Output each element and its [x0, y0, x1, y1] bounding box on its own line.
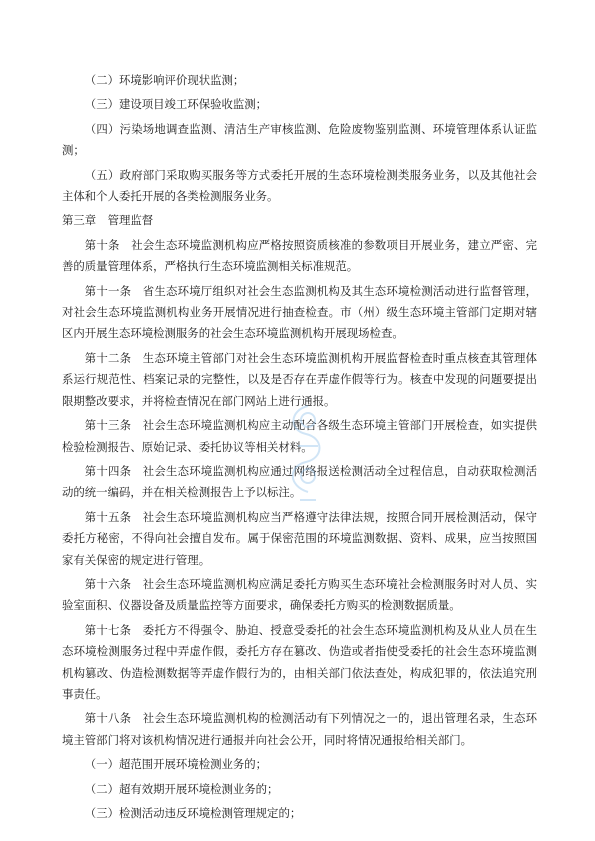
clause-item: （五）政府部门采取购买服务等方式委托开展的生态环境检测类服务业务，以及其他社会主体和个人委托开展的各类检测服务业务。: [62, 167, 537, 204]
article-paragraph: 第十七条 委托方不得强令、胁迫、授意受委托的社会生态环境监测机构及从业人员在生态环境检测服务过程中弄虚作假，委托方存在篡改、伪造或者指使受委托的社会生态环境监测机构篡改、伪造检测数据等弄虚作假行为的，由相关部门依法查处，构成犯罪的，依法追究刑事责任。: [62, 622, 537, 701]
article-paragraph: 第十三条 社会生态环境监测机构应主动配合各级生态环境主管部门开展检查，如实提供检验检测报告、原始记录、委托协议等相关材料。: [62, 418, 537, 454]
clause-item: （一）超范围开展环境检测业务的；: [84, 757, 268, 772]
chapter-heading: 第三章 管理监督: [62, 213, 154, 228]
clause-item: （四）污染场地调查监测、清洁生产审核监测、危险废物鉴别监测、环境管理体系认证监测；: [62, 121, 537, 158]
article-paragraph: 第十五条 社会生态环境监测机构应当严格遵守法律法规，按照合同开展检测活动，保守委托方秘密，不得向社会擅自发布。属于保密范围的环境监测数据、资料、成果，应当按照国家有关保密的规定进行管理。: [62, 509, 537, 567]
article-paragraph: 第十一条 省生态环境厅组织对社会生态监测机构及其生态环境检测活动进行监督管理，对社会生态环境监测机构业务开展情况进行抽查检查。市（州）级生态环境主管部门定期对辖区内开展生态环境检测服务的社会生态环境监测机构开展现场检查。: [62, 283, 537, 341]
article-paragraph: 第十六条 社会生态环境监测机构应满足委托方购买生态环境社会检测服务时对人员、实验室面积、仪器设备及质量监控等方面要求，确保委托方购买的检测数据质量。: [62, 576, 537, 613]
clause-item: （三）检测活动违反环境检测管理规定的；: [84, 806, 302, 820]
watermark-logo-icon: [278, 400, 338, 510]
article-paragraph: 第十八条 社会生态环境监测机构的检测活动有下列情况之一的，退出管理名录，生态环境主管部门将对该机构情况进行通报并向社会公开，同时将情况通报给相关部门。: [62, 711, 537, 747]
clause-item: （三）建设项目竣工环保验收监测；: [84, 97, 268, 112]
article-paragraph: 第十二条 生态环境主管部门对社会生态环境监测机构开展监督检查时重点核查其管理体系运行规范性、档案记录的完整性，以及是否存在弄虚作假等行为。核查中发现的问题要提出限期整改要求，并将检查情况在部门网站上进行通报。: [62, 350, 537, 408]
article-paragraph: 第十四条 社会生态环境监测机构应通过网络报送检测活动全过程信息，自动获取检测活动的统一编码，并在相关检测报告上予以标注。: [62, 463, 537, 500]
clause-item: （二）环境影响评价现状监测；: [84, 73, 245, 87]
clause-item: （二）超有效期开展环境检测业务的；: [84, 781, 279, 796]
article-paragraph: 第十条 社会生态环境监测机构应严格按照资质核准的参数项目开展业务，建立严密、完善的质量管理体系，严格执行生态环境监测相关标准规范。: [62, 237, 537, 274]
